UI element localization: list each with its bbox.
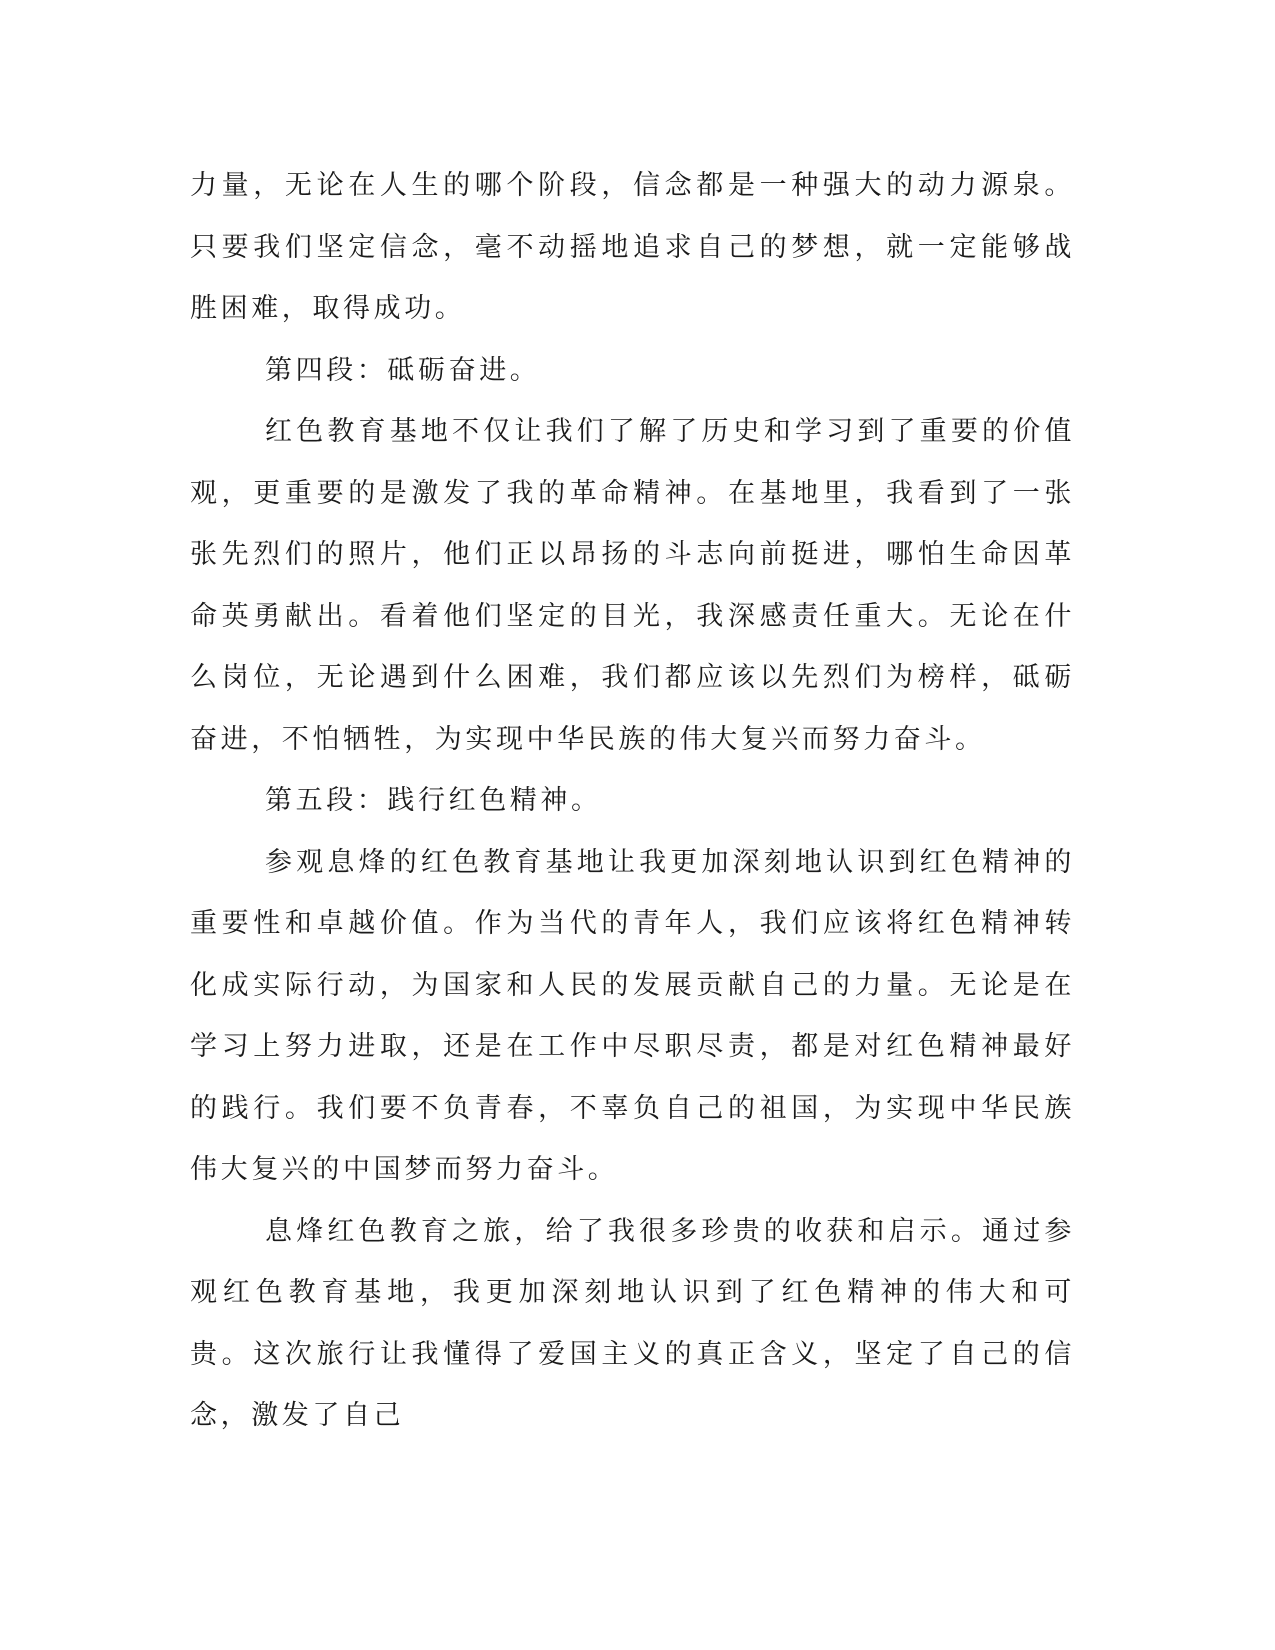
paragraph-3: 参观息烽的红色教育基地让我更加深刻地认识到红色精神的重要性和卓越价值。作为当代的青年人，我们应该将红色精神转化成实际行动，为国家和人民的发展贡献自己的力量。无论是在学习上努力进取，还是在工作中尽职尽责，都是对红色精神最好的践行。我们要不负青春，不辜负自己的祖国，为实现中华民族伟大复兴的中国梦而努力奋斗。 [190,846,1075,1185]
paragraph-1: 力量，无论在人生的哪个阶段，信念都是一种强大的动力源泉。只要我们坚定信念，毫不动摇地追求自己的梦想，就一定能够战胜困难，取得成功。 [190,170,1075,324]
section-heading-5: 第五段：践行红色精神。 [265,785,602,816]
paragraph-2: 红色教育基地不仅让我们了解了历史和学习到了重要的价值观，更重要的是激发了我的革命精神。在基地里，我看到了一张张先烈们的照片，他们正以昂扬的斗志向前挺进，哪怕生命因革命英勇献出。看着他们坚定的目光，我深感责任重大。无论在什么岗位，无论遇到什么困难，我们都应该以先烈们为榜样，砥砺奋进，不怕牺牲，为实现中华民族的伟大复兴而努力奋斗。 [190,416,1075,755]
section-heading-4: 第四段：砥砺奋进。 [265,354,541,386]
paragraph-4: 息烽红色教育之旅，给了我很多珍贵的收获和启示。通过参观红色教育基地，我更加深刻地认识到了红色精神的伟大和可贵。这次旅行让我懂得了爱国主义的真正含义，坚定了自己的信念，激发了自己 [190,1215,1075,1431]
body-text [190,155,1075,1447]
